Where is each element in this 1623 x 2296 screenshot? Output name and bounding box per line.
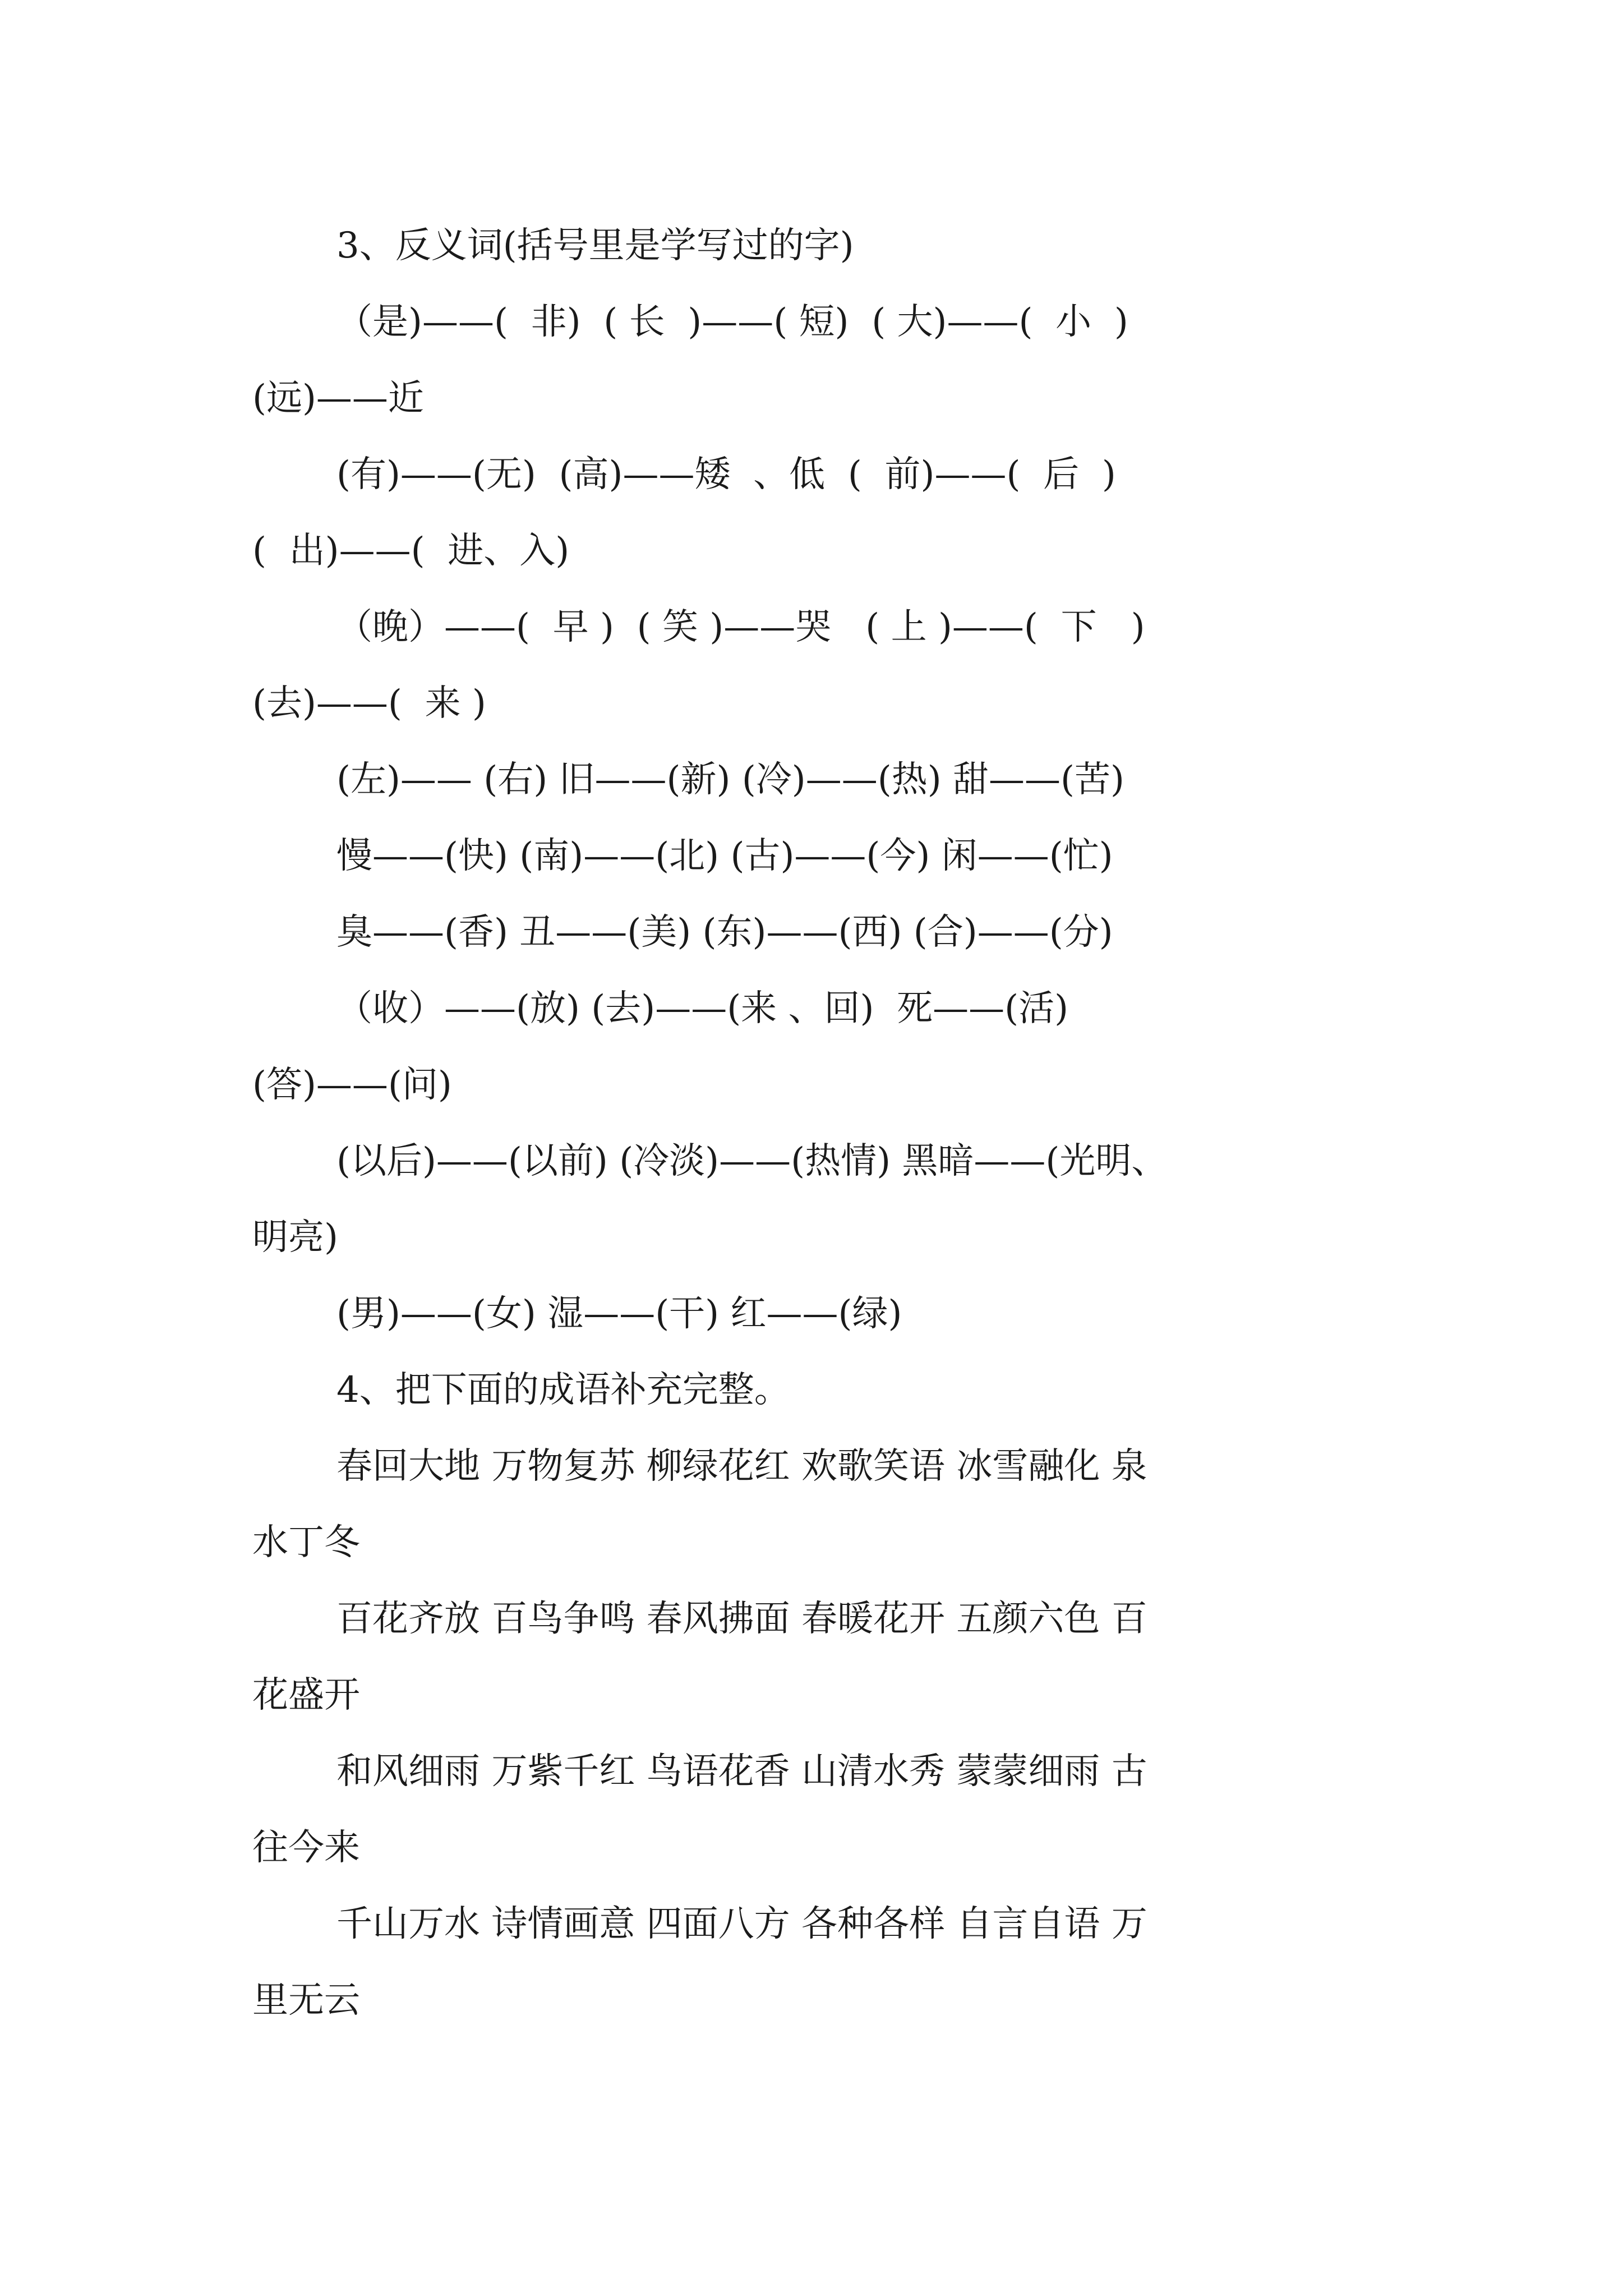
idiom-line: 里无云	[252, 1980, 360, 2021]
antonym-line: 臭——(香) 丑——(美) (东)——(西) (合)——(分)	[336, 912, 1113, 953]
antonym-line: (以后)——(以前) (冷淡)——(热情) 黑暗——(光明、	[336, 1140, 1168, 1182]
document-content	[252, 208, 1391, 2039]
antonym-line: 慢——(快) (南)——(北) (古)——(今) 闲——(忙)	[336, 835, 1113, 877]
antonym-line: (左)—— (右) 旧——(新) (冷)——(热) 甜——(苦)	[336, 759, 1124, 800]
antonym-line: ( 出)——( 进、入)	[252, 530, 570, 572]
antonym-line: 明亮)	[252, 1217, 338, 1258]
antonym-line: (有)——(无) (高)——矮 、低 ( 前)——( 后 )	[336, 454, 1116, 495]
section-4-heading: 4、把下面的成语补充完整。	[336, 1369, 790, 1411]
idiom-line: 春回大地 万物复苏 柳绿花红 欢歌笑语 冰雪融化 泉	[336, 1446, 1147, 1487]
idiom-line: 水丁冬	[252, 1522, 360, 1563]
antonym-line: (远)——近	[252, 378, 424, 419]
antonym-line: (答)——(问)	[252, 1064, 452, 1106]
antonym-line: （晚）——( 早 ) ( 笑 )——哭 ( 上 )——( 下 )	[336, 606, 1145, 648]
section-3-heading: 3、反义词(括号里是学写过的字)	[336, 225, 854, 266]
idiom-line: 和风细雨 万紫千红 鸟语花香 山清水秀 蒙蒙细雨 古	[336, 1751, 1147, 1792]
idiom-line: 往今来	[252, 1827, 360, 1869]
antonym-line: （收）——(放) (去)——(来 、回) 死——(活)	[336, 988, 1069, 1029]
idiom-line: 花盛开	[252, 1674, 360, 1716]
idiom-line: 千山万水 诗情画意 四面八方 各种各样 自言自语 万	[336, 1903, 1147, 1945]
antonym-line: （是)——( 非) ( 长 )——( 短) ( 大)——( 小 )	[336, 301, 1128, 343]
antonym-line: (男)——(女) 湿——(干) 红——(绿)	[336, 1293, 902, 1335]
antonym-line: (去)——( 来 )	[252, 683, 486, 724]
idiom-line: 百花齐放 百鸟争鸣 春风拂面 春暖花开 五颜六色 百	[336, 1598, 1147, 1640]
